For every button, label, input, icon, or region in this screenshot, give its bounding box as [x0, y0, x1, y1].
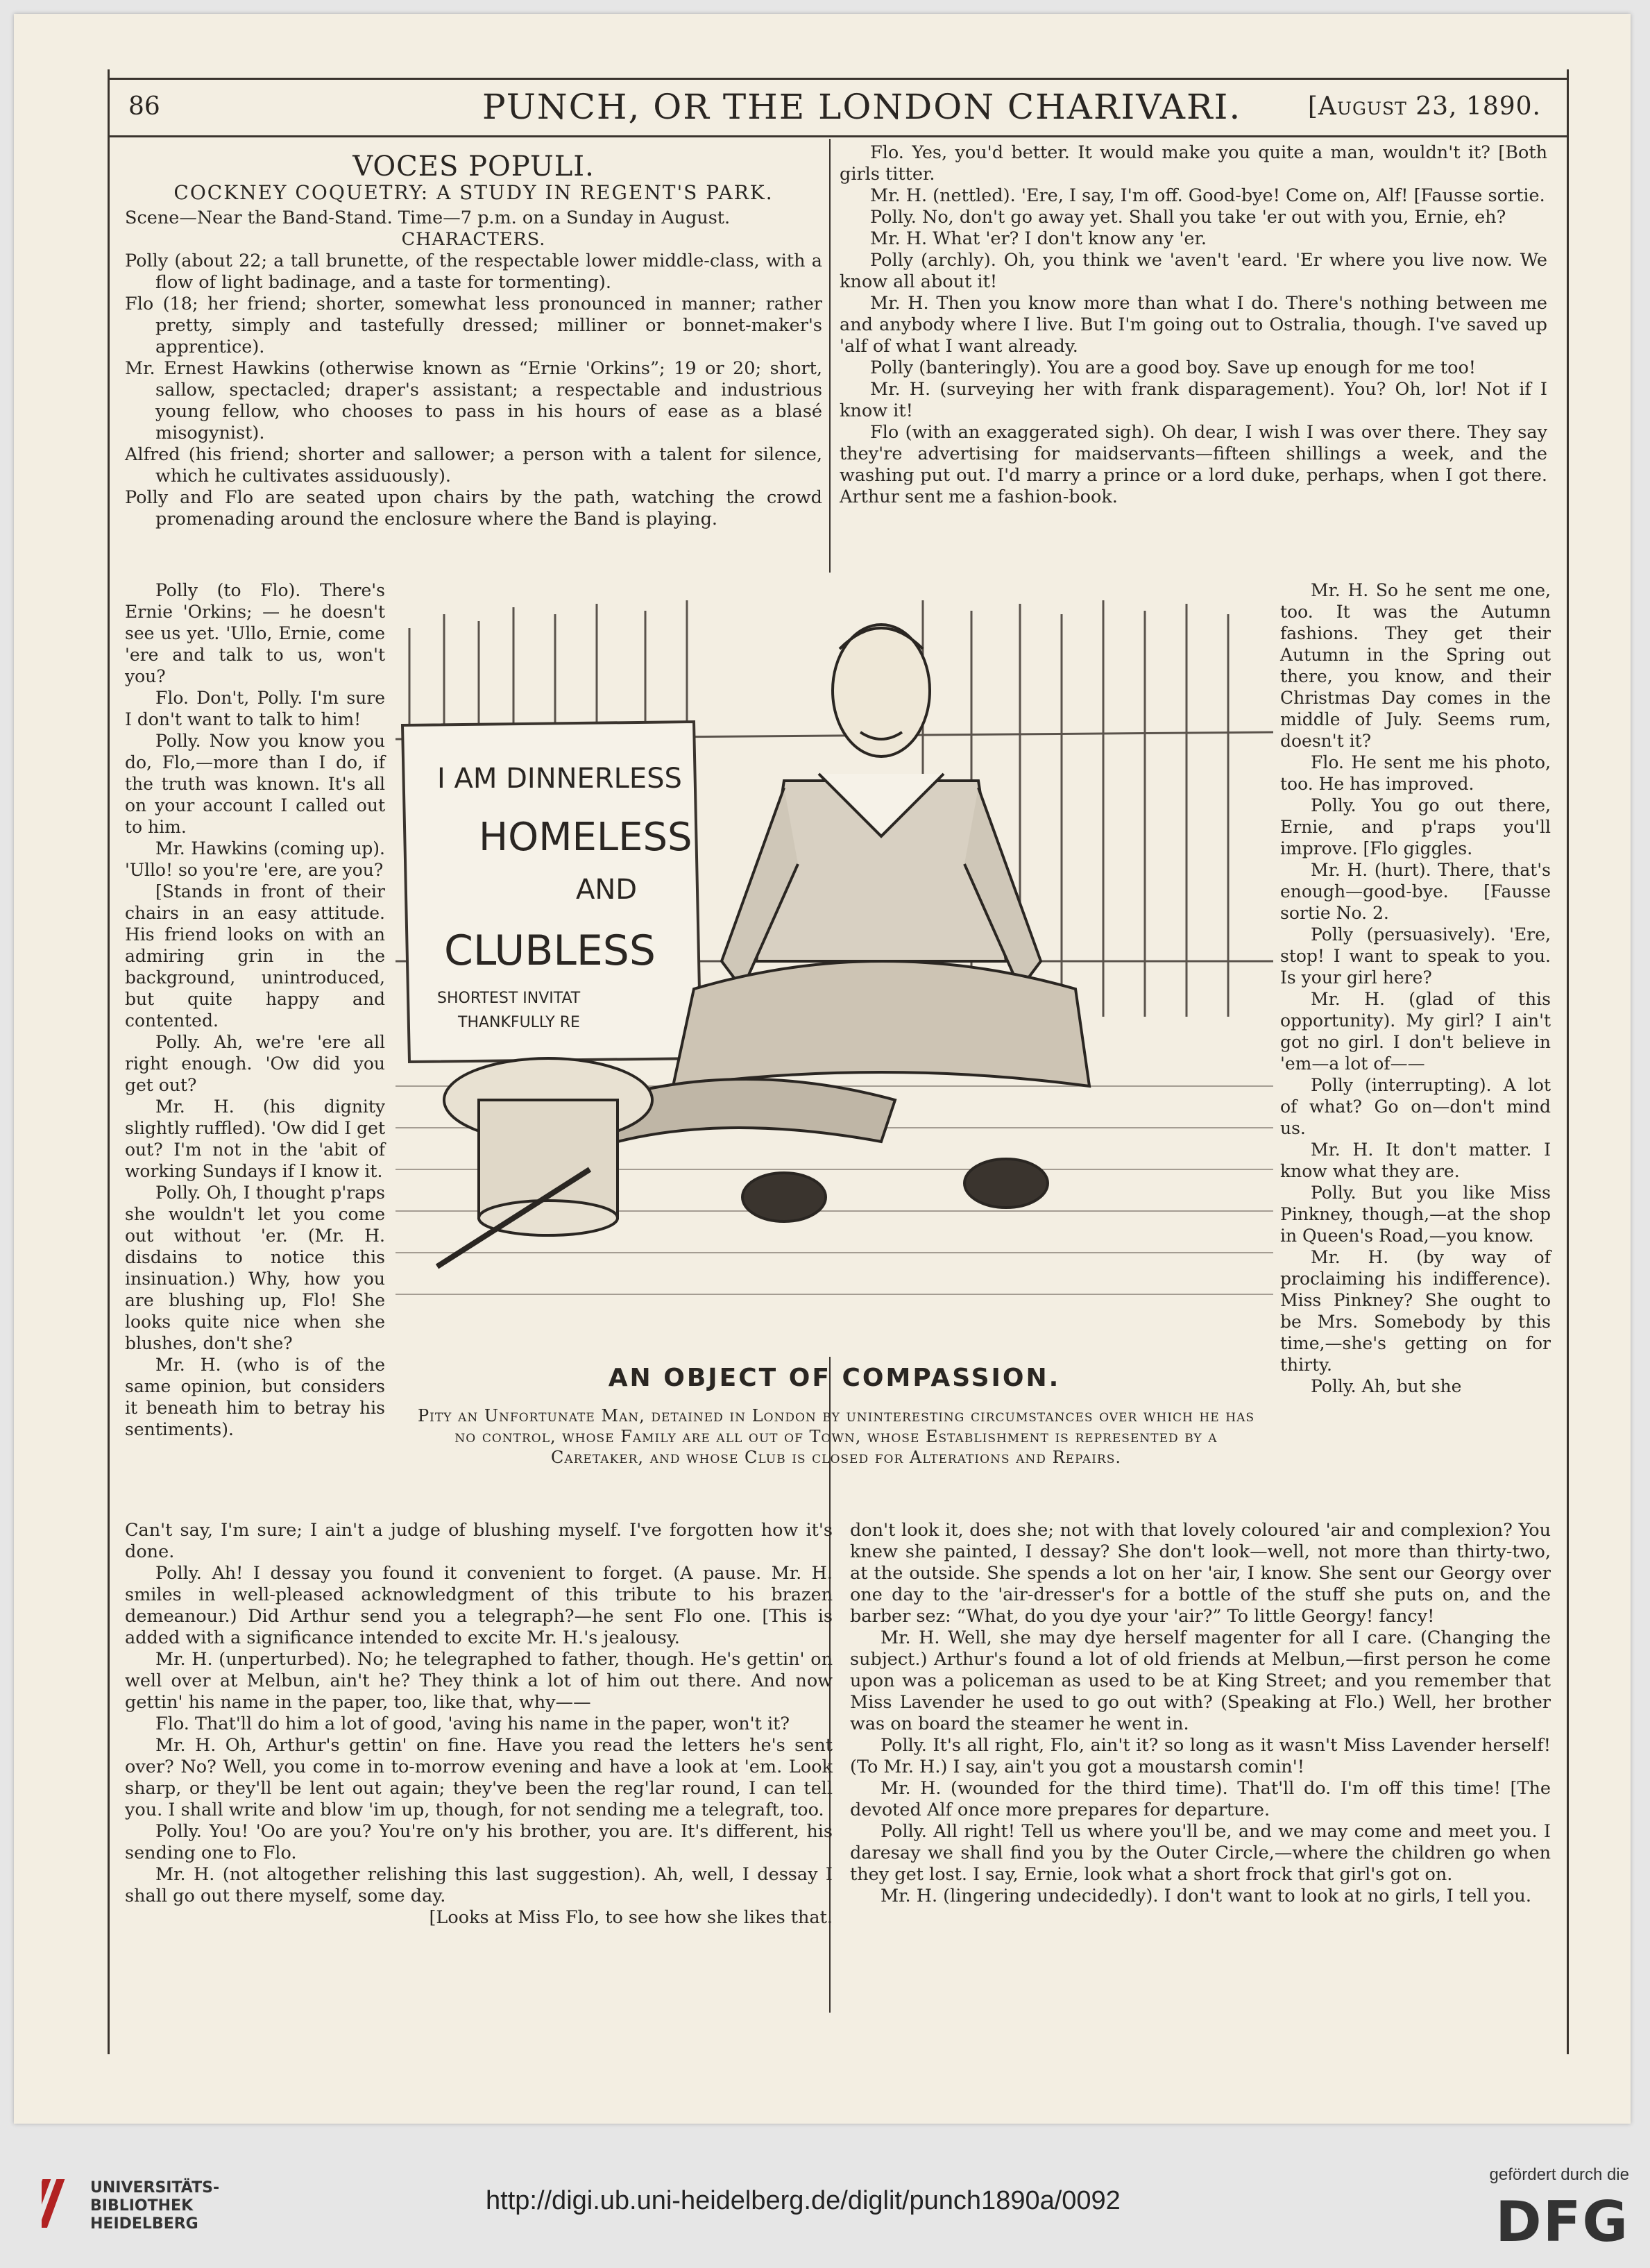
dialogue-paragraph: Mr. H. (hurt). There, that's enough—good-bye. [Fausse sortie No. 2. — [1280, 860, 1551, 923]
dfg-logo: DFG — [1495, 2190, 1629, 2254]
dialogue-paragraph: Mr. H. (his dignity slightly ruffled). 'Ow did I get out? I'm not in the 'abit of working Sundays if I know it. — [125, 1097, 385, 1181]
page-number: 86 — [128, 92, 160, 121]
dialogue-paragraph: Flo (with an exaggerated sigh). Oh dear, I wish I was over there. They say they're advertising for maidservants—fifteen shillings a week, and the washing put out. I'd marry a prince or a lord duke, perhaps, when I got there. Arthur sent me a fashion-book. — [840, 422, 1547, 507]
dialogue-paragraph: Mr. H. (glad of this opportunity). My girl? I ain't got no girl. I don't believe in 'em—a lot of—— — [1280, 989, 1551, 1074]
dialogue-paragraph: Mr. H. Oh, Arthur's gettin' on fine. Have you read the letters he's sent over? No? Well, you come in to-morrow evening and have a look at 'em. Look sharp, or they'll be lent out again; they've been the reg'lar round, I can tell you. I shall write and blow 'im up, though, for not sending me a telegraft, too. — [125, 1735, 833, 1820]
dialogue-paragraph: Mr. H. What 'er? I don't know any 'er. — [870, 228, 1207, 249]
dialogue-paragraph: Polly. But you like Miss Pinkney, though,—at the shop in Queen's Road,—you know. — [1280, 1183, 1551, 1246]
characters-heading: CHARACTERS. — [401, 229, 546, 250]
dialogue-column-left-narrow — [125, 579, 385, 1440]
character-entry: Flo (18; her friend; shorter, somewhat less pronounced in manner; rather pretty, simply and tastefully dressed; milliner or bonnet-maker's apprentice). — [125, 294, 822, 357]
funding-label: gefördert durch die — [1489, 2165, 1629, 2184]
dialogue-paragraph: Can't say, I'm sure; I ain't a judge of blushing myself. I've forgotten how it's done. — [125, 1520, 833, 1562]
sign-text: HOMELESS — [479, 815, 692, 860]
dialogue-paragraph: [Stands in front of their chairs in an easy attitude. His friend looks on with an admiring grin in the background, unintroduced, but quite happy and contented. — [125, 881, 385, 1031]
dialogue-paragraph: Mr. H. Well, she may dye herself magenter for all I care. (Changing the subject.) Arthur's found a lot of old friends at Melbun,—first person he come upon was a policeman as used to be at King Street; and you remember that Miss Lavender he used to go out with? (Speaking at Flo.) Well, her brother was on board the steamer he went in. — [850, 1627, 1551, 1734]
stage-direction: [Looks at Miss Flo, to see how she likes that. — [429, 1907, 833, 1928]
dialogue-paragraph: Polly. Ah, but she — [1311, 1376, 1462, 1396]
dialogue-paragraph: Mr. H. (lingering undecidedly). I don't want to look at no girls, I tell you. — [881, 1886, 1531, 1906]
permalink-url[interactable]: http://digi.ub.uni-heidelberg.de/diglit/punch1890a/0092 — [486, 2186, 1121, 2215]
illustration-caption-title: AN OBJECT OF COMPASSION. — [608, 1364, 1061, 1392]
dialogue-column-right-narrow — [1280, 579, 1551, 1397]
dialogue-paragraph: Polly. Oh, I thought p'raps she wouldn't let you come out without 'er. (Mr. H. disdains to notice this insinuation.) Why, how you are blushing up, Flo! She looks quite nice when she blushes, don't she? — [125, 1183, 385, 1353]
sign-text: I AM DINNERLESS — [437, 763, 682, 795]
sign-text: CLUBLESS — [444, 926, 656, 975]
dialogue-paragraph: Flo. Don't, Polly. I'm sure I don't want to talk to him! — [125, 688, 385, 729]
article-title: VOCES POPULI. — [352, 151, 595, 183]
article-intro — [125, 151, 822, 530]
university-library-logo-icon — [42, 2172, 83, 2235]
dialogue-paragraph: Polly (archly). Oh, you think we 'aven't 'eard. 'Er where you live now. We know all about it! — [840, 250, 1547, 292]
dialogue-paragraph: Mr. H. (surveying her with frank disparagement). You? Oh, lor! Not if I know it! — [840, 379, 1547, 421]
running-header — [108, 78, 1569, 137]
character-entry: Polly (about 22; a tall brunette, of the respectable lower middle-class, with a flow of light badinage, and a taste for tormenting). — [125, 251, 822, 293]
dialogue-paragraph: Polly. All right! Tell us where you'll be, and we may come and meet you. I daresay we shall find you by the Outer Circle,—where the children go when they get lost. I say, Ernie, look what a short frock that girl's got on. — [850, 1821, 1551, 1885]
dialogue-paragraph: Mr. H. (nettled). 'Ere, I say, I'm off. Good-bye! Come on, Alf! [Fausse sortie. — [870, 185, 1545, 206]
dialogue-paragraph: Mr. Hawkins (coming up). 'Ullo! so you're 'ere, are you? — [125, 838, 385, 880]
dialogue-column-right-top — [840, 142, 1547, 508]
dialogue-paragraph: Mr. H. (wounded for the third time). That'll do. I'm off this time! [The devoted Alf once more prepares for departure. — [850, 1778, 1551, 1820]
dialogue-paragraph: Mr. H. Then you know more than what I do. There's nothing between me and anybody where I live. But I'm going out to Ostralia, though. I've saved up 'alf of what I want already. — [840, 293, 1547, 357]
dialogue-paragraph: Polly. It's all right, Flo, ain't it? so long as it wasn't Miss Lavender herself! (To Mr. H.) I say, ain't you got a moustarsh comin'! — [850, 1735, 1551, 1777]
journal-title: PUNCH, OR THE LONDON CHARIVARI. — [482, 87, 1242, 127]
dialogue-paragraph: Polly (persuasively). 'Ere, stop! I want to speak to you. Is your girl here? — [1280, 924, 1551, 988]
dialogue-paragraph: Mr. H. (by way of proclaiming his indifference). Miss Pinkney? She ought to be Mrs. Somebody by this time,—she's getting on for thirty. — [1280, 1247, 1551, 1375]
stage-direction: Polly and Flo are seated upon chairs by the path, watching the crowd promenading around the enclosure where the Band is playing. — [125, 487, 822, 530]
dialogue-paragraph: Polly (banteringly). You are a good boy. Save up enough for me too! — [870, 357, 1477, 378]
character-entry: Alfred (his friend; shorter and sallower; a person with a talent for silence, which he cultivates assiduously). — [125, 444, 822, 486]
dialogue-paragraph: don't look it, does she; not with that lovely coloured 'air and complexion? You knew she painted, I dessay? She don't look—well, not more than thirty-two, at the outside. She spends a lot on her 'air, I know. She sent our Georgy over one day to the 'air-dresser's for a bottle of the stuff she puts on, and the barber sez: “What, do you dye your 'air?” To little Georgy! fancy! — [850, 1520, 1551, 1627]
article-subtitle: COCKNEY COQUETRY: A STUDY IN REGENT'S PARK. — [173, 181, 774, 204]
dialogue-paragraph: Polly. You go out there, Ernie, and p'raps you'll improve. [Flo giggles. — [1280, 795, 1551, 858]
dialogue-paragraph: Mr. H. So he sent me one, too. It was the Autumn fashions. They get their Autumn in the Spring out there, you know, and their Christmas Day comes in the middle of July. Seems rum, doesn't it? — [1280, 580, 1551, 751]
scene-line: Scene—Near the Band-Stand. Time—7 p.m. on a Sunday in August. — [125, 208, 731, 228]
dialogue-paragraph: Mr. H. (who is of the same opinion, but considers it beneath him to betray his sentiments). — [125, 1355, 385, 1439]
dialogue-paragraph: Mr. H. (unperturbed). No; he telegraphed to father, though. He's gettin' on well over at Melbun, ain't he? They think a lot of him out there. And now gettin' his name in the paper, too, like that, why—— — [125, 1649, 833, 1713]
dialogue-column-left-bottom — [125, 1520, 833, 1929]
dialogue-paragraph: Mr. H. It don't matter. I know what they are. — [1280, 1140, 1551, 1181]
dialogue-paragraph: Flo. Yes, you'd better. It would make you quite a man, wouldn't it? [Both girls titter. — [840, 142, 1547, 185]
character-entry: Mr. Ernest Hawkins (otherwise known as “Ernie 'Orkins”; 19 or 20; short, sallow, spectacled; draper's assistant; a respectable and industrious young fellow, who chooses to pass in his hours of ease as a blasé misogynist). — [125, 358, 822, 443]
dialogue-paragraph: Mr. H. (not altogether relishing this last suggestion). Ah, well, I dessay I shall go out there myself, some day. — [125, 1864, 833, 1906]
sign-text: AND — [576, 874, 638, 906]
illustration-caption: Pity an Unfortunate Man, detained in London by uninteresting circumstances over which he has no control, whose Family are all out of Town, whose Establishment is represented by a Caretaker, and whose Club is closed for Alterations and Repairs. — [417, 1406, 1255, 1467]
dialogue-paragraph: Polly. Now you know you do, Flo,—more than I do, if the truth was known. It's all on your account I called out to him. — [125, 731, 385, 837]
dialogue-paragraph: Polly. You! 'Oo are you? You're on'y his brother, you are. It's different, his sending one to Flo. — [125, 1821, 833, 1863]
library-name: UNIVERSITÄTS- BIBLIOTHEK HEIDELBERG — [90, 2179, 220, 2233]
viewer-footer — [0, 2151, 1650, 2268]
dialogue-column-right-bottom — [850, 1520, 1551, 1907]
dialogue-paragraph: Flo. He sent me his photo, too. He has improved. — [1280, 752, 1551, 794]
dialogue-paragraph: Flo. That'll do him a lot of good, 'aving his name in the paper, won't it? — [155, 1713, 790, 1734]
cartoon-drawing — [396, 573, 1273, 1357]
cartoon-illustration — [396, 573, 1273, 1496]
issue-date: [August 23, 1890. — [1307, 92, 1541, 121]
dialogue-paragraph: Polly. Ah! I dessay you found it convenient to forget. (A pause. Mr. H. smiles in well-pleased acknowledgment of this tribute to his brazen demeanour.) Did Arthur send you a telegraph?—he sent Flo one. [This is added with a significance intended to excite Mr. H.'s jealousy. — [125, 1563, 833, 1648]
dialogue-paragraph: Polly (interrupting). A lot of what? Go on—don't mind us. — [1280, 1075, 1551, 1138]
dialogue-paragraph: Polly (to Flo). There's Ernie 'Orkins; — he doesn't see us yet. 'Ullo, Ernie, come 'ere and talk to us, won't you? — [125, 580, 385, 686]
dialogue-paragraph: Polly. Ah, we're 'ere all right enough. 'Ow did you get out? — [125, 1032, 385, 1095]
dialogue-paragraph: Polly. No, don't go away yet. Shall you take 'er out with you, Ernie, eh? — [870, 207, 1506, 228]
sign-text: SHORTEST INVITAT — [437, 990, 581, 1007]
sign-text: THANKFULLY RE — [458, 1014, 580, 1031]
